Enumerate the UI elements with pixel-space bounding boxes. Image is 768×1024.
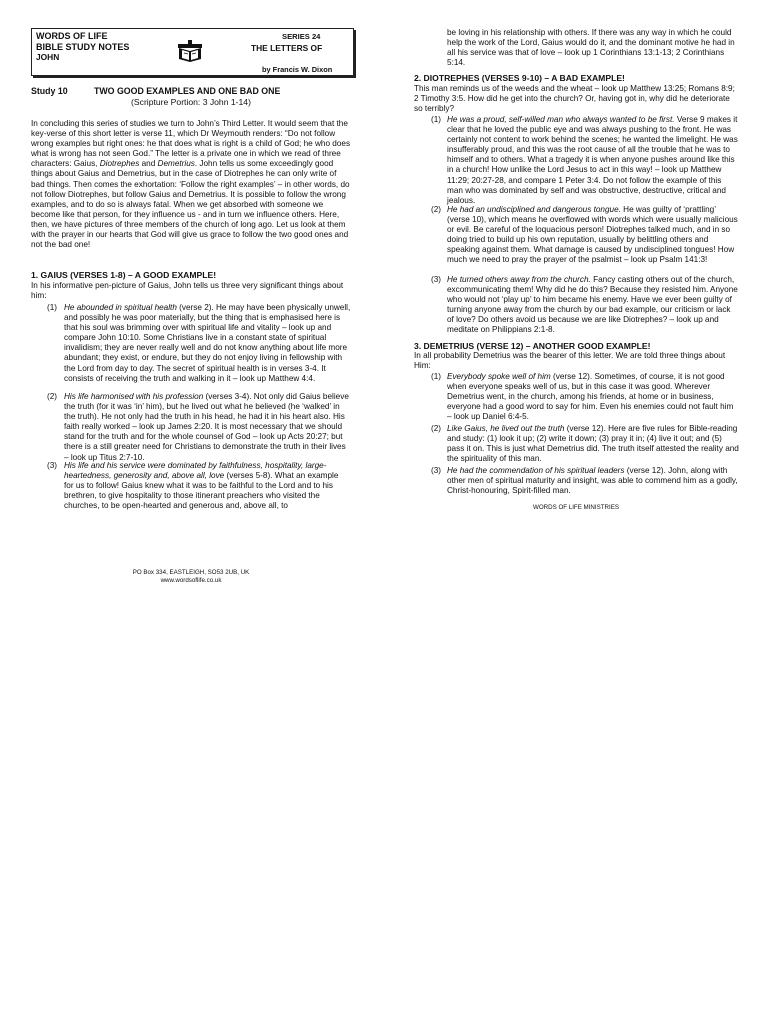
item-number: (1) [47, 303, 58, 312]
intro-text: In concluding this series of studies we turn to John’s Third Letter. It would seem that the key-verse of this short letter is verse 11, which Dr Weymouth renders: “Do not follow wrong examples but right ones: he that does what is right is a child of God; he who does what is wrong has not seen God.” The letter is a private one in which we read of three characters: Gaius, Diotrephes and Demetrius. John tells us some exceedingly good things about Gaius and Demetrius, but in the case of Diotrephes he can only write of bad things. Then comes the exhortation: ‘Follow the right examples’ – in other words, do not follow Diotrephes, but follow Gaius and Demetrius. It is possible to follow the wrong examples, and to do so is always fatal. When we get absorbed with someone we become like that person, for they influence us - and in turn we influence others. Here, then, we have pictures of three members of the church of long ago. Let us look at them with the prayer in our hearts that God will give us grace to follow the two good ones and not the bad one! [31, 119, 351, 250]
publication-subtitle: BIBLE STUDY NOTES [36, 42, 130, 52]
item-number: (2) [431, 424, 442, 433]
section-heading-gaius: 1. GAIUS (VERSES 1-8) – A GOOD EXAMPLE! [31, 270, 217, 280]
study-number: Study 10 [31, 86, 68, 96]
item-text: His life and his service were dominated by faithfulness, hospitality, large-heartedness, generosity and, above all, love (verses 5-8). What an example for us to follow! Gaius knew what it was to be faithful to the Lord and to his brethren, to give hospitality to those itinerant preachers who visited the churches, to be open-hearted and generous and, above all, to [64, 461, 339, 511]
item-text: His life harmonised with his profession (verses 3-4). Not only did Gaius believe the truth (for it was ‘in’ him), but he lived out what he believed (he ‘walked’ in the truth). He not only had the truth in his head, he had it in his heart also. His faith really worked – look up James 2:20. It is most necessary that we should stand for the truth and for the whole counsel of God – look up Acts 20:27; but there is a still greater need for Christians to demonstrate the truth in their lives – look up Titus 2:7-10. [64, 392, 349, 462]
footer-ministry: WORDS OF LIFE MINISTRIES [533, 504, 619, 511]
study-title-row [31, 86, 351, 96]
item-text: He turned others away from the church. Fancy casting others out of the church, excommunicating them! Why did he do this? Because they resisted him. Anyone who would not ‘play up’ to him became his enemy. Have we ever been guilty of turning anyone away from the church by our bad example, our criticism or lack of love? Do others avoid us because we are like Diotrephes? – look up and meditate on Philippians 2:1-8. [447, 275, 738, 335]
item-text: Like Gaius, he lived out the truth (verse 12). Here are five rules for Bible-reading and study: (1) look it up; (2) write it down; (3) pray it in; (4) live it out; and (5) pass it on. This is just what Demetrius did. The truth itself attested the reality and the spirituality of this man. [447, 424, 739, 464]
scripture-portion: (Scripture Portion: 3 John 1-14) [131, 97, 251, 107]
item-number: (3) [431, 466, 442, 475]
footer-address-block [31, 569, 351, 585]
series-number: SERIES 24 [282, 32, 321, 41]
item-number: (1) [431, 115, 442, 124]
footer-website: www.wordsoflife.co.uk [160, 577, 222, 584]
series-title-cont: JOHN [36, 52, 60, 62]
author-line: by Francis W. Dixon [262, 65, 333, 74]
section-intro-demetrius: In all probability Demetrius was the bearer of this letter. We are told three things about Him: [414, 351, 726, 371]
item-text: He had the commendation of his spiritual leaders (verse 12). John, along with other men of spiritual maturity and insight, was able to commend him as a godly, Christ-honouring, Spirit-filled man. [447, 466, 738, 496]
item-number: (3) [431, 275, 442, 284]
item-text: He was a proud, self-willed man who always wanted to be first. Verse 9 makes it clear that he loved the public eye and was always pushing to the front. He was certainly not content to work behind the scenes; he wanted the limelight. He was insufferably proud, and this was the root cause of all the trouble that he was to himself and to others. What a tragedy it is when anyone pushes around like this in a church! How unlike the Lord Jesus to act in this way! – look up Matthew 11:29; 20:27-28, and compare 1 Peter 3:4. Do not follow the example of this man who was dominated by self and was obstructive, destructive, critical and jealous. [447, 115, 738, 205]
intro-paragraph [31, 119, 351, 250]
header-box [31, 28, 354, 76]
item-number: (3) [47, 461, 58, 470]
item-text: Everybody spoke well of him (verse 12). Sometimes, of course, it is not good when everyone speaks well of us, but in this case it was good. Wherever Demetrius went, in the church, among his friends, at home or in business, everyone had a good word to say for him. Even his enemies could not fault him – look up Daniel 6:4-5. [447, 372, 734, 422]
series-title: THE LETTERS OF [251, 43, 323, 53]
open-bible-lamp-logo-icon [176, 39, 204, 63]
continuation-text: be loving in his relationship with others. If there was any way in which he could help the work of the Lord, Gaius would do it, and the dominant motive he had in all his service was that of love – look up 1 Corinthians 13:1-13; 2 Corinthians 5:14. [447, 28, 735, 68]
section-intro-diotrephes: This man reminds us of the weeds and the wheat – look up Matthew 13:25; Romans 8:9; 2 Timothy 3:5. How did he get into the church? Or, having got in, why did he deteriorate so terribly? [414, 84, 735, 114]
study-title: TWO GOOD EXAMPLES AND ONE BAD ONE [94, 86, 281, 96]
item-text: He abounded in spiritual health (verse 2). He may have been physically unwell, and possibly he was poor materially, but the thing that is emphasised here is that his soul was brimming over with spiritual life and vitality – look up and compare John 10:10. Some Christians live in a constant state of spiritual invalidism; they are never really well and do not know anything about life more abundant; they exist, or endure, but they do not enjoy living in fellowship with the Lord from day to day. The secret of spiritual health is in verses 3-4. It consists of receiving the truth and walking in it – look up Matthew 4:4. [64, 303, 351, 383]
section-intro-gaius: In his informative pen-picture of Gaius, John tells us three very significant things about him: [31, 281, 344, 301]
publication-name: WORDS OF LIFE [36, 31, 108, 41]
section-heading-diotrephes: 2. DIOTREPHES (VERSES 9-10) – A BAD EXAMPLE! [414, 73, 625, 83]
item-number: (2) [47, 392, 58, 401]
item-number: (2) [431, 205, 442, 214]
section-heading-demetrius: 3. DEMETRIUS (VERSE 12) – ANOTHER GOOD EXAMPLE! [414, 341, 651, 351]
item-text: He had an undisciplined and dangerous tongue. He was guilty of ‘prattling’ (verse 10), which means he overflowed with words which were usually malicious or evil. Be careful of the loquacious person! Diotrephes talked much, and in so doing tried to build up his own reputation, usually by belittling others and speaking against them. What damage is caused by undisciplined tongues! How much we need to pray the prayer of the psalmist – look up Psalm 141:3! [447, 205, 738, 265]
item-number: (1) [431, 372, 442, 381]
footer-address: PO Box 334, EASTLEIGH, SO53 2UB, UK [132, 569, 250, 576]
